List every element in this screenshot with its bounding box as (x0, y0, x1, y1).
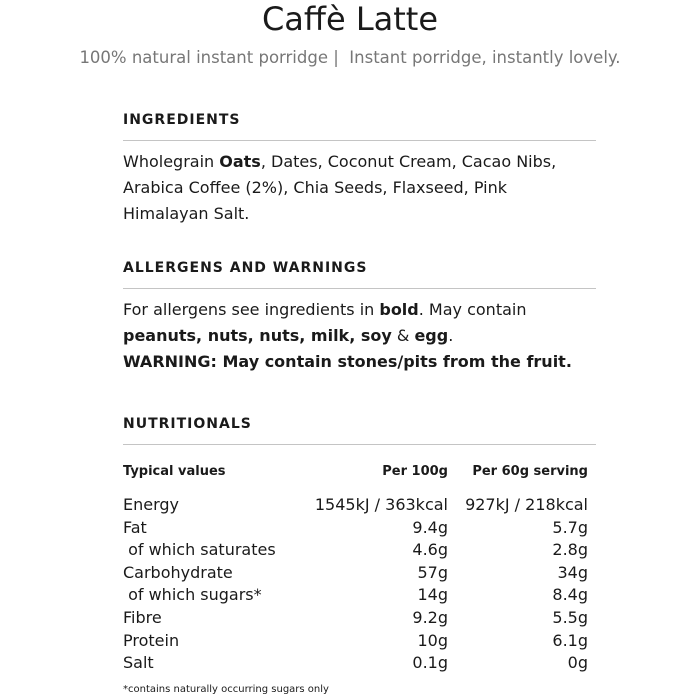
value-per-60g: 2.8g (552, 540, 588, 560)
allergens-section (123, 258, 596, 375)
allergens-amp: & (391, 326, 415, 345)
ingredients-text-start: Wholegrain (123, 152, 220, 171)
allergens-list: peanuts, nuts, nuts, milk, soy (123, 326, 392, 345)
value-per-100g: 4.6g (412, 540, 448, 560)
allergens-text (123, 297, 596, 375)
table-row (123, 539, 588, 562)
allergens-end: . (448, 326, 454, 345)
table-row (123, 494, 588, 517)
value-per-60g: 34g (557, 562, 588, 582)
nutrient-label: Fat (123, 517, 147, 537)
value-per-100g: 1545kJ / 363kcal (314, 495, 448, 514)
allergens-may-contain: . May contain (418, 300, 527, 319)
nutrient-label: of which saturates (123, 540, 276, 560)
value-per-100g: 0.1g (412, 653, 448, 673)
value-per-60g: 0g (567, 653, 588, 673)
allergens-bold-word: bold (379, 300, 419, 319)
value-per-100g: 9.4g (412, 517, 448, 537)
nutrient-label: Energy (123, 495, 180, 514)
nutritionals-section (123, 414, 596, 445)
table-row (123, 562, 588, 585)
nutrient-label: Protein (123, 630, 180, 650)
value-per-60g: 5.5g (552, 607, 588, 627)
ingredients-text-rest: , Dates, Coconut Cream, Cacao Nibs, Arabica Coffee (2%), Chia Seeds, Flaxseed, Pink Himalayan Salt. (123, 152, 557, 223)
ingredients-text (123, 149, 596, 227)
value-per-60g: 6.1g (552, 630, 588, 650)
table-row (123, 584, 588, 607)
nutritionals-heading: NUTRITIONALS (123, 414, 596, 445)
value-per-100g: 14g (417, 585, 448, 605)
nutrient-label: Carbohydrate (123, 562, 233, 582)
column-header-per-60g: Per 60g serving (472, 464, 588, 479)
nutrient-label: Fibre (123, 607, 162, 627)
value-per-100g: 10g (417, 630, 448, 650)
nutrient-label: Salt (123, 653, 154, 673)
table-row (123, 652, 588, 675)
ingredients-bold-allergen: Oats (219, 152, 261, 171)
fruit-warning: WARNING: May contain stones/pits from the fruit. (123, 352, 572, 371)
ingredients-section (123, 110, 596, 227)
value-per-60g: 5.7g (552, 517, 588, 537)
value-per-60g: 927kJ / 218kcal (465, 495, 588, 514)
value-per-60g: 8.4g (552, 585, 588, 605)
ingredients-heading: INGREDIENTS (123, 110, 596, 141)
product-subtitle: 100% natural instant porridge | Instant porridge, instantly lovely. (79, 48, 621, 67)
product-title: Caffè Latte (261, 0, 439, 38)
value-per-100g: 9.2g (412, 607, 448, 627)
table-row (123, 630, 588, 653)
allergens-egg: egg (414, 326, 449, 345)
table-row (123, 607, 588, 630)
sugars-footnote: *contains naturally occurring sugars only (123, 684, 329, 695)
nutrition-table (123, 462, 588, 675)
column-header-typical-values: Typical values (123, 464, 226, 479)
allergens-intro: For allergens see ingredients in (123, 300, 380, 319)
table-row (123, 517, 588, 540)
nutrient-label: of which sugars* (123, 585, 262, 605)
column-header-per-100g: Per 100g (382, 464, 448, 479)
allergens-heading: ALLERGENS AND WARNINGS (123, 258, 596, 289)
value-per-100g: 57g (417, 562, 448, 582)
nutrition-header-row (123, 462, 588, 494)
